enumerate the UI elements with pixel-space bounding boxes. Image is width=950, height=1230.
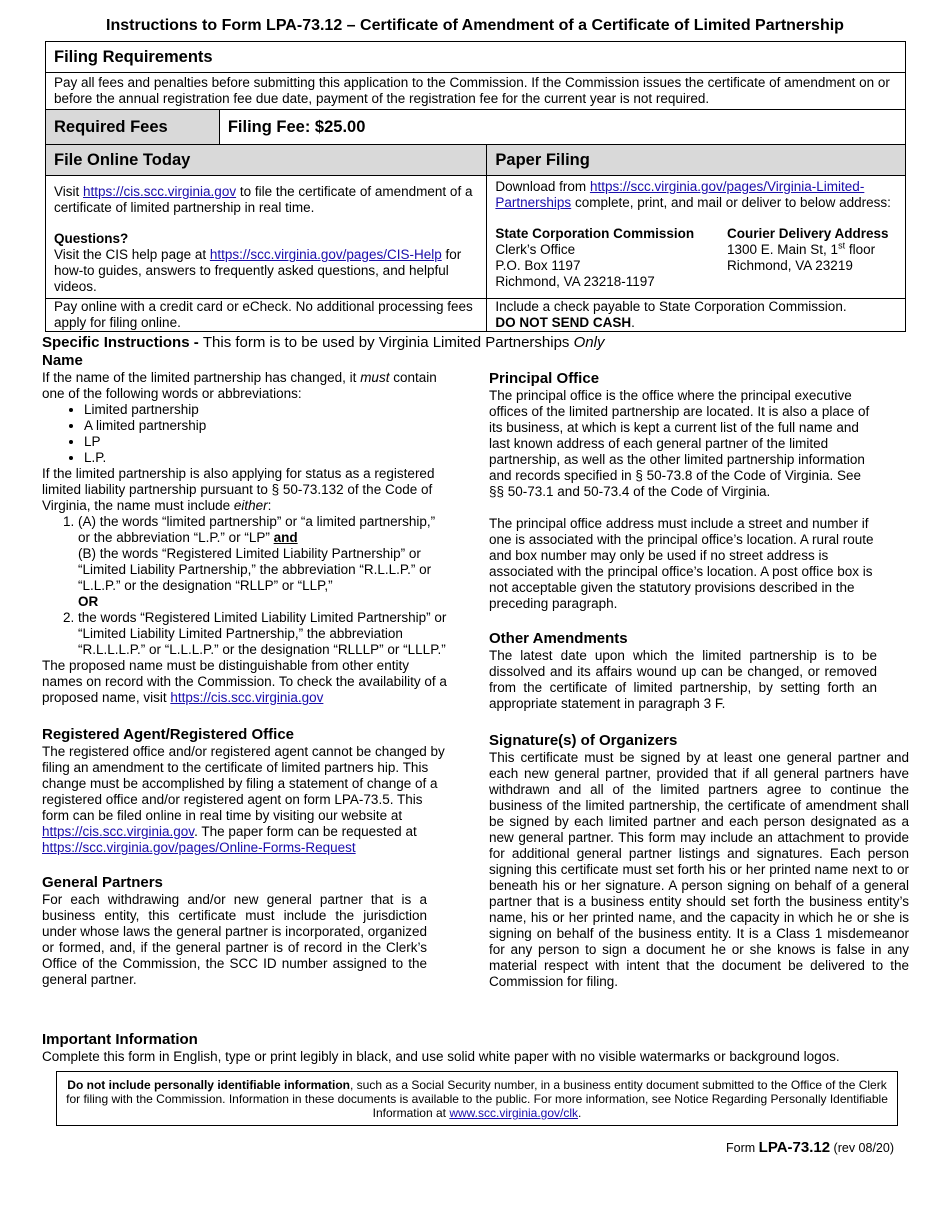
other-amendments-heading: Other Amendments (489, 630, 628, 647)
mailing-addresses (495, 226, 897, 290)
rllp-text: If the limited partnership is also applying for status as a registered limited liability partnership pursuant to § 50-73.132 of the Code of Virginia, the name must include either: (42, 466, 435, 513)
name-availability-link[interactable]: https://cis.scc.virginia.gov (170, 690, 324, 705)
list-item: 2. the words “Registered Limited Liability Limited Partnership” or “Limited Liability Limited Partnership,” the abbreviation “R.L.L.L.P.” or “L.L.L.P.” or the designation “RLLLP” or “LLLP.” (78, 610, 447, 658)
filing-requirements-heading: Filing Requirements (46, 42, 906, 73)
list-item: • L.P. (84, 450, 447, 466)
name-heading: Name (42, 352, 83, 369)
important-information-heading: Important Information (42, 1031, 198, 1048)
courier-address-heading: Courier Delivery Address (727, 226, 889, 241)
important-information-text: Complete this form in English, type or print legibly in black, and use solid white paper with no visible watermarks or background logos. (42, 1049, 840, 1064)
pii-notice: Do not include personally identifiable information, such as a Social Security number, in a business entity document submitted to the Office of the Clerk for filing with the Commission. Information in these documents is available to the public. For more information, see Notice Regarding Personally Identifiable Information at www.scc.virginia.gov/clk. (56, 1071, 898, 1126)
courier-address-line: Richmond, VA 23219 (727, 258, 853, 273)
registered-agent-heading: Registered Agent/Registered Office (42, 726, 295, 743)
file-online-heading: File Online Today (46, 145, 487, 176)
signatures-text: This certificate must be signed by at least one general partner and each new general partner, provided that if all general partners have withdrawn and all of the limited partners agree to continue the business of the limited partnership, the certificate of amendment shall be signed by each limited partner and each person designated as a new general partner. This form may include an attachment to provide for additional general partner listings and signatures. Each person signing this certificate must set forth his or her printed name next to or beneath his or her signature. A person signing on behalf of a general partner that is a business entity should set forth the business entity’s name, his or her printed name, and the capacity in which he or she is signing on behalf of the business entity. It is a Class 1 misdemeanor for any person to sign a document he or she knows is false in any material respect with intent that the document be delivered to the Commission for filing. (489, 750, 909, 989)
mail-address (495, 226, 694, 290)
mail-address-line: Clerk’s Office (495, 242, 576, 257)
left-column (42, 352, 447, 988)
online-visit-text: Visit https://cis.scc.virginia.gov to file the certificate of amendment of a certificate of limited partnership in real time. (54, 184, 473, 215)
page-title: Instructions to Form LPA-73.12 – Certificate of Amendment of a Certificate of Limited Partnership (106, 17, 844, 34)
questions-heading: Questions? (54, 231, 129, 246)
paper-download-link[interactable]: https://scc.virginia.gov/pages/Virginia-Limited-Partnerships (495, 179, 865, 210)
cis-website-link[interactable]: https://cis.scc.virginia.gov (42, 824, 195, 839)
filing-requirements-text: Pay all fees and penalties before submitting this application to the Commission. If the Commission issues the certificate of amendment on or before the annual registration fee due date, payment of the registration fee for the current year is not required. (46, 73, 906, 110)
principal-office-address-text: The principal office address must include a street and number if one is associated with the principal office’s location. A rural route and box number may only be used if no street address is associated with the principal office’s location. A post office box is not acceptable given the statutory provisions described in the preceding paragraph. (489, 516, 874, 611)
form-number: Form LPA-73.12 (rev 08/20) (726, 1139, 894, 1156)
list-item: 1. (A) the words “limited partnership” or “a limited partnership,” or the abbreviation “L.P.” or “LP” and (B) the words “Registered Limited Liability Partnership” or “Limited Liability Partnership,” the abbreviation “R.L.L.P.” or “L.L.P.” or the designation “RLLP” or “LLP,” OR (78, 514, 447, 610)
paper-payment-text: Include a check payable to State Corporation Commission. DO NOT SEND CASH. (487, 299, 906, 332)
no-cash-warning: DO NOT SEND CASH (495, 315, 632, 330)
registered-agent-text: The registered office and/or registered agent cannot be changed by filing an amendment to the certificate of limited partners hip. This change must be accomplished by filing a statement of change of a registered office and/or registered agent on form LPA-73.5. This form can be filed online in real time by visiting our website at https://cis.scc.virginia.gov. The paper form can be requested at https://scc.virginia.gov/pages/Online-Forms-Request (42, 744, 445, 855)
name-intro: If the name of the limited partnership has changed, it must contain one of the following words or abbreviations: (42, 370, 437, 401)
cis-link[interactable]: https://cis.scc.virginia.gov (83, 184, 237, 199)
name-abbreviation-list (42, 402, 447, 466)
list-item: • Limited partnership (84, 402, 447, 418)
mail-address-heading: State Corporation Commission (495, 226, 695, 241)
courier-address (727, 226, 897, 290)
cis-help-link[interactable]: https://scc.virginia.gov/pages/CIS-Help (209, 247, 442, 262)
important-information (42, 1031, 902, 1065)
online-forms-request-link[interactable]: https://scc.virginia.gov/pages/Online-Forms-Request (42, 840, 356, 855)
filing-info-table (45, 41, 906, 332)
mail-address-line: Richmond, VA 23218-1197 (495, 274, 655, 289)
signatures-heading: Signature(s) of Organizers (489, 732, 678, 749)
filing-fee: Filing Fee: $25.00 (219, 110, 905, 145)
clerk-link[interactable]: www.scc.virginia.gov/clk (449, 1106, 579, 1120)
other-amendments-text: The latest date upon which the limited partnership is to be dissolved and its affairs wound up can be changed, or removed from the certificate of limited partnership, by setting forth an appropriate statement in paragraph 3 F. (489, 648, 877, 711)
questions-text: Visit the CIS help page at https://scc.virginia.gov/pages/CIS-Help for how-to guides, answers to frequently asked questions, and helpful videos. (54, 247, 462, 294)
list-item: • LP (84, 434, 447, 450)
mail-address-line: P.O. Box 1197 (495, 258, 581, 273)
specific-instructions: Specific Instructions - This form is to be used by Virginia Limited Partnerships Only (42, 334, 605, 351)
file-online-section (46, 176, 487, 299)
right-column (489, 370, 909, 990)
courier-address-line: 1300 E. Main St, 1st floor (727, 240, 876, 257)
principal-office-text: The principal office is the office where the principal executive offices of the limited partnership are located. It is also a place of its business, at which is kept a current list of the full name and last known address of each general partner of the limited partnership, as well as the other limited partnership information and records specified in § 50-73.8 of the Code of Virginia. See §§ 50-73.1 and 50-73.4 of the Code of Virginia. (489, 388, 870, 499)
general-partners-text: For each withdrawing and/or new general partner that is a business entity, this certificate must include the jurisdiction under whose laws the general partner is incorporated, organized or formed, and, if the general partner is of record in the Clerk’s Office of the Commission, the SCC ID number assigned to the general partner. (42, 892, 427, 987)
paper-filing-section (487, 176, 906, 299)
general-partners-heading: General Partners (42, 874, 163, 891)
paper-filing-heading: Paper Filing (487, 145, 906, 176)
distinguish-text: The proposed name must be distinguishable from other entity names on record with the Commission. To check the availability of a proposed name, visit https://cis.scc.virginia.gov (42, 658, 447, 705)
list-item: • A limited partnership (84, 418, 447, 434)
online-payment-text: Pay online with a credit card or eCheck. No additional processing fees apply for filing online. (46, 299, 487, 332)
paper-download-text: Download from https://scc.virginia.gov/pages/Virginia-Limited-Partnerships complete, print, and mail or deliver to below address: (495, 179, 891, 210)
principal-office-heading: Principal Office (489, 370, 600, 387)
required-fees-heading: Required Fees (46, 110, 220, 145)
name-options-list (42, 514, 447, 658)
